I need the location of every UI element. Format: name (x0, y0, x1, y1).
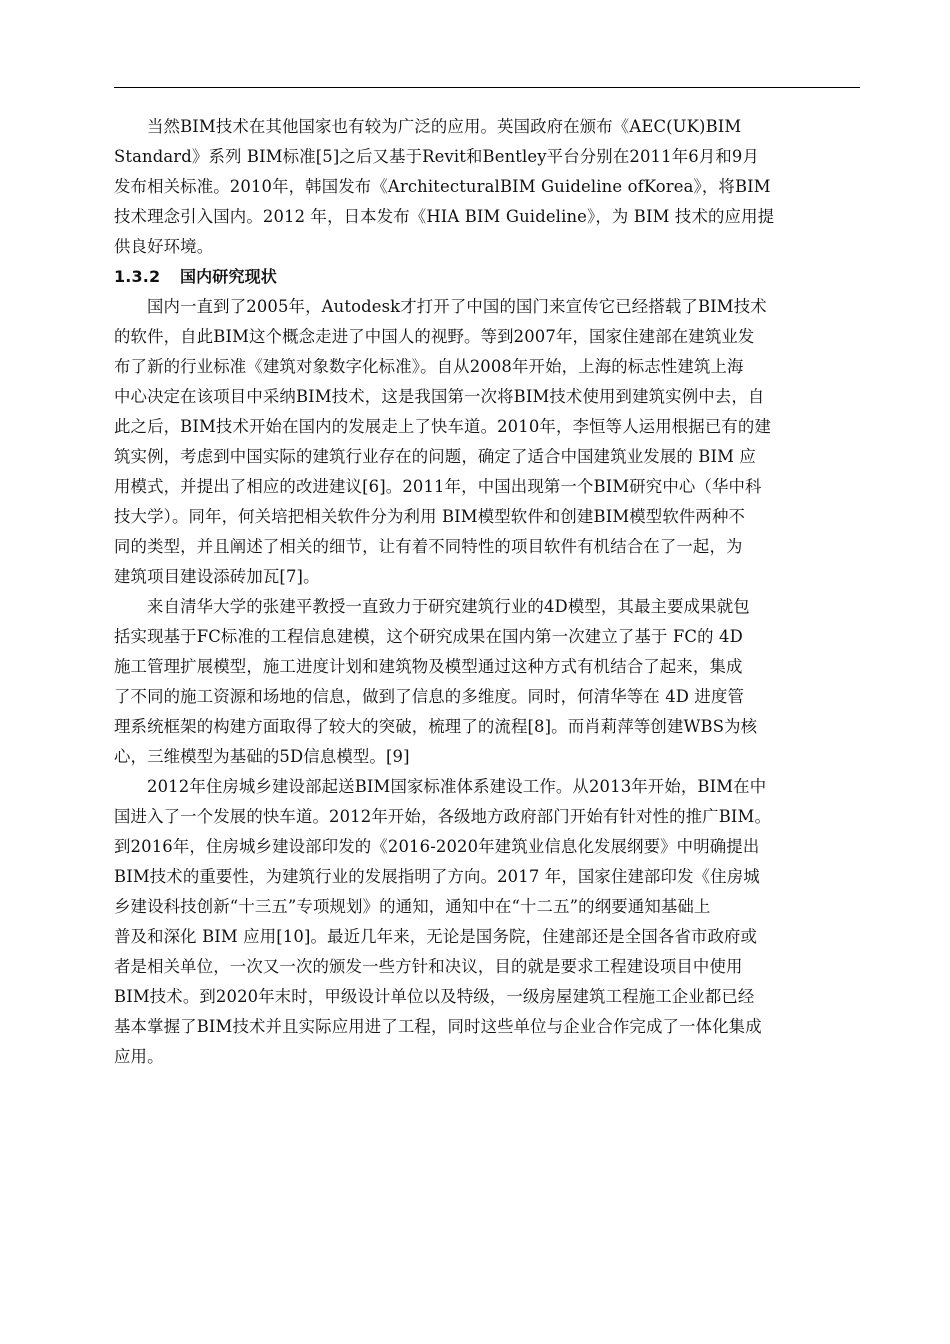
text-line: 发布相关标准。2010年，韩国发布《ArchitecturalBIM Guideline ofKorea》，将BIM (114, 177, 771, 196)
section-number: 1.3.2 (114, 267, 161, 286)
text-line: BIM技术。到2020年末时，甲级设计单位以及特级，一级房屋建筑工程施工企业都已经 (114, 987, 755, 1006)
text-line: 布了新的行业标准《建筑对象数字化标准》。自从2008年开始，上海的标志性建筑上海 (114, 357, 744, 376)
text-line: 应用。 (114, 1047, 164, 1066)
text-line: 筑实例，考虑到中国实际的建筑行业存在的问题，确定了适合中国建筑业发展的 BIM 应 (114, 447, 756, 466)
text-line: 乡建设科技创新“十三五”专项规划》的通知，通知中在“十二五”的纲要通知基础上 (114, 897, 711, 916)
text-line: Standard》系列 BIM标准[5]之后又基于Revit和Bentley平台分别在2011年6月和9月 (114, 147, 760, 166)
text-line: 建筑项目建设添砖加瓦[7]。 (114, 567, 320, 586)
paragraph-tsinghua-4d (114, 592, 860, 772)
text-line: 括实现基于FC标准的工程信息建模，这个研究成果在国内第一次建立了基于 FC的 4D (114, 627, 743, 646)
text-line: 者是相关单位，一次又一次的颁发一些方针和决议，目的就是要求工程建设项目中使用 (114, 957, 743, 976)
header-rule (114, 87, 860, 88)
page-body (114, 112, 860, 1072)
text-line: 了不同的施工资源和场地的信息，做到了信息的多维度。同时，何清华等在 4D 进度管 (114, 687, 745, 706)
text-line: 同的类型，并且阐述了相关的细节，让有着不同特性的项目软件有机结合在了一起，为 (114, 537, 743, 556)
text-line: 基本掌握了BIM技术并且实际应用进了工程，同时这些单位与企业合作完成了一体化集成 (114, 1017, 762, 1036)
text-line: 此之后，BIM技术开始在国内的发展走上了快车道。2010年，李恒等人运用根据已有的建 (114, 417, 771, 436)
text-line: 供良好环境。 (114, 237, 214, 256)
text-line: 国进入了一个发展的快车道。2012年开始，各级地方政府部门开始有针对性的推广BIM。 (114, 807, 771, 826)
text-line: 心，三维模型为基础的5D信息模型。[9] (114, 747, 410, 766)
section-heading (114, 262, 860, 292)
text-line: 2012年住房城乡建设部起送BIM国家标准体系建设工作。从2013年开始，BIM在中 (147, 777, 767, 796)
paragraph-foreign-bim (114, 112, 860, 262)
section-title: 国内研究现状 (180, 267, 277, 286)
text-line: 中心决定在该项目中采纳BIM技术，这是我国第一次将BIM技术使用到建筑实例中去，自 (114, 387, 765, 406)
text-line: 技大学）。同年，何关培把相关软件分为利用 BIM模型软件和创建BIM模型软件两种不 (114, 507, 746, 526)
text-line: 到2016年，住房城乡建设部印发的《2016-2020年建筑业信息化发展纲要》中明确提出 (114, 837, 760, 856)
text-line: BIM技术的重要性，为建筑行业的发展指明了方向。2017 年，国家住建部印发《住房城 (114, 867, 760, 886)
text-line: 来自清华大学的张建平教授一直致力于研究建筑行业的4D模型，其最主要成果就包 (147, 597, 750, 616)
text-line: 的软件，自此BIM这个概念走进了中国人的视野。等到2007年，国家住建部在建筑业发 (114, 327, 755, 346)
text-line: 施工管理扩展模型，施工进度计划和建筑物及模型通过这种方式有机结合了起来，集成 (114, 657, 743, 676)
text-line: 当然BIM技术在其他国家也有较为广泛的应用。英国政府在颁布《AEC(UK)BIM (147, 117, 742, 136)
text-line: 普及和深化 BIM 应用[10]。最近几年来，无论是国务院，住建部还是全国各省市政府或 (114, 927, 758, 946)
paragraph-national-standards (114, 772, 860, 1072)
paragraph-domestic-history (114, 292, 860, 592)
text-line: 理系统框架的构建方面取得了较大的突破，梳理了的流程[8]。而肖莉萍等创建WBS为核 (114, 717, 758, 736)
text-line: 国内一直到了2005年，Autodesk才打开了中国的国门来宣传它已经搭载了BIM技术 (147, 297, 767, 316)
text-line: 用模式，并提出了相应的改进建议[6]。2011年，中国出现第一个BIM研究中心（华中科 (114, 477, 762, 496)
text-line: 技术理念引入国内。2012 年，日本发布《HIA BIM Guideline》，为 BIM 技术的应用提 (114, 207, 775, 226)
